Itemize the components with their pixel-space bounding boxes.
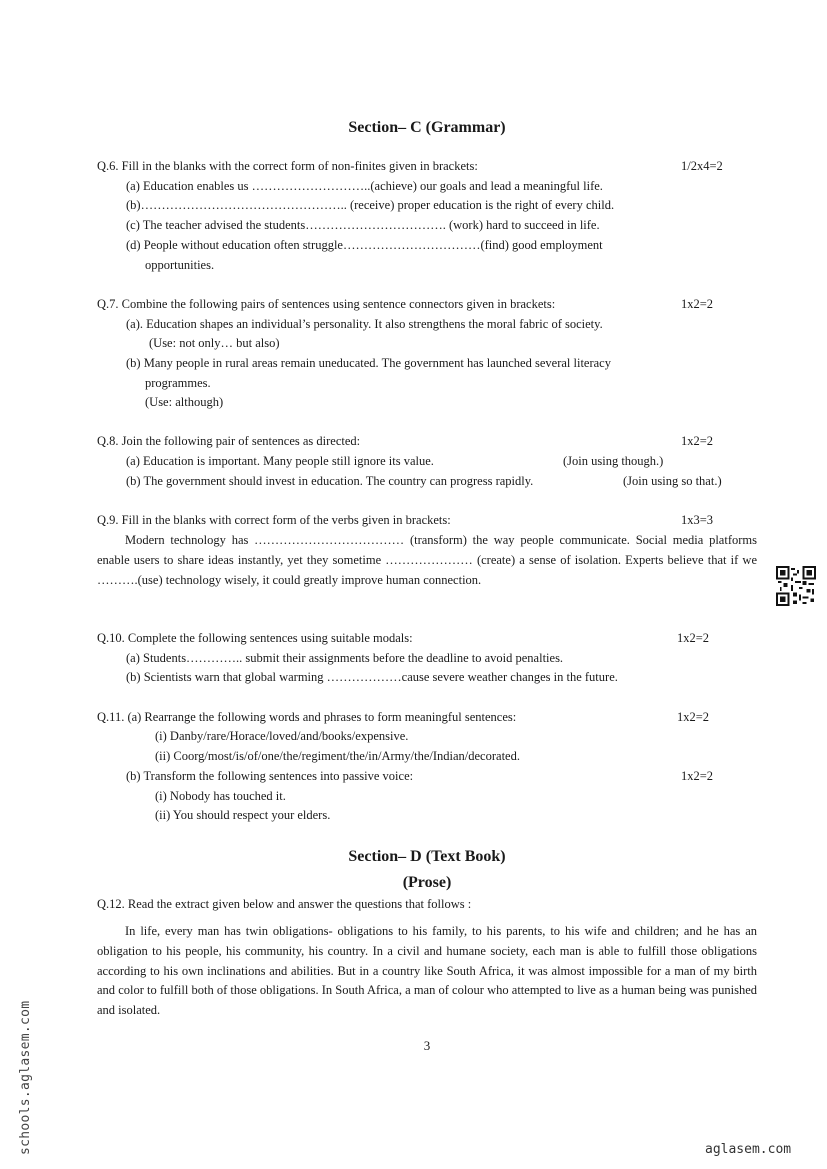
q6-stem: Q.6. Fill in the blanks with the correct form of non-finites given in brackets: <box>97 159 478 173</box>
q7-b-line2: programmes. <box>145 376 211 390</box>
section-d-title: Section– D (Text Book) <box>348 848 506 865</box>
q12-paragraph <box>97 922 757 1021</box>
q7-a-line2: (Use: not only… but also) <box>149 336 280 350</box>
q11-a-stem: Q.11. (a) Rearrange the following words and phrases to form meaningful sentences: <box>97 710 517 724</box>
q10-stem: Q.10. Complete the following sentences using suitable modals: <box>97 631 413 645</box>
q8-stem: Q.8. Join the following pair of sentences as directed: <box>97 434 361 448</box>
q6-b: (b)………………………………………….. (receive) proper education is the right of every child. <box>126 198 615 212</box>
q8-marks: 1x2=2 <box>681 434 714 448</box>
q11-b-ii: (ii) You should respect your elders. <box>155 808 331 822</box>
q12-paragraph-text: In life, every man has twin obligations- obligations to his family, to his parents, to his wife and children; and he has an obligation to his people, his community, his country. In a civil and humane society, each man is able to fulfill those obligations according to his own inclinations and abilities. But in a country like South Africa, it was almost impossible for a man of my birth and color to fulfill both of those obligations. In South Africa, a man of colour who attempted to live as a human being was punished and isolated. <box>97 924 757 1018</box>
q11-a-ii: (ii) Coorg/most/is/of/one/the/regiment/the/in/Army/the/Indian/decorated. <box>155 749 520 763</box>
bottom-watermark: aglasem.com <box>705 1142 792 1157</box>
q8-a-direction: (Join using though.) <box>563 454 664 468</box>
q6-marks: 1/2x4=2 <box>681 159 723 173</box>
q6-d-line1: (d) People without education often struggle……………………………(find) good employment <box>126 238 603 252</box>
q7-marks: 1x2=2 <box>681 297 714 311</box>
q6-a: (a) Education enables us ………………………..(achieve) our goals and lead a meaningful life. <box>126 179 603 193</box>
q11-b-stem: (b) Transform the following sentences into passive voice: <box>126 769 414 783</box>
q9-paragraph <box>97 531 757 590</box>
q6-c: (c) The teacher advised the students……………………………. (work) hard to succeed in life. <box>126 218 600 232</box>
page-number: 3 <box>423 1038 431 1053</box>
q9-stem: Q.9. Fill in the blanks with correct form of the verbs given in brackets: <box>97 513 451 527</box>
q11-b-marks: 1x2=2 <box>681 769 714 783</box>
q11-b-i: (i) Nobody has touched it. <box>155 789 286 803</box>
q8-a: (a) Education is important. Many people still ignore its value. <box>126 454 434 468</box>
side-watermark: schools.aglasem.com <box>18 1000 33 1155</box>
q7-stem: Q.7. Combine the following pairs of sentences using sentence connectors given in brackets: <box>97 297 556 311</box>
q7-a-line1: (a). Education shapes an individual’s personality. It also strengthens the moral fabric of society. <box>126 317 603 331</box>
q9-paragraph-text: Modern technology has ……………………………… (transform) the way people communicate. Social media platforms enable users to share ideas instantly, yet they sometime ………………… (create) a sense of isolation. Experts believe that if we ……….(use) technology wisely, it could greatly improve human connection. <box>97 533 757 587</box>
section-d-subtitle: (Prose) <box>402 874 452 891</box>
q8-b-direction: (Join using so that.) <box>623 474 722 488</box>
q11-a-i: (i) Danby/rare/Horace/loved/and/books/expensive. <box>155 729 409 743</box>
q6-d-line2: opportunities. <box>145 258 215 272</box>
q10-marks: 1x2=2 <box>677 631 710 645</box>
q7-b-line3: (Use: although) <box>145 395 224 409</box>
q7-b-line1: (b) Many people in rural areas remain uneducated. The government has launched several literacy <box>126 356 611 370</box>
qr-code-icon <box>776 566 816 606</box>
q10-a: (a) Students………….. submit their assignments before the deadline to avoid penalties. <box>126 651 564 665</box>
q10-b: (b) Scientists warn that global warming ………………cause severe weather changes in the future. <box>126 670 618 684</box>
q11-a-marks: 1x2=2 <box>677 710 710 724</box>
q8-b: (b) The government should invest in education. The country can progress rapidly. <box>126 474 534 488</box>
q12-stem: Q.12. Read the extract given below and answer the questions that follows : <box>97 897 472 911</box>
section-c-title: Section– C (Grammar) <box>348 119 506 136</box>
q9-marks: 1x3=3 <box>681 513 714 527</box>
